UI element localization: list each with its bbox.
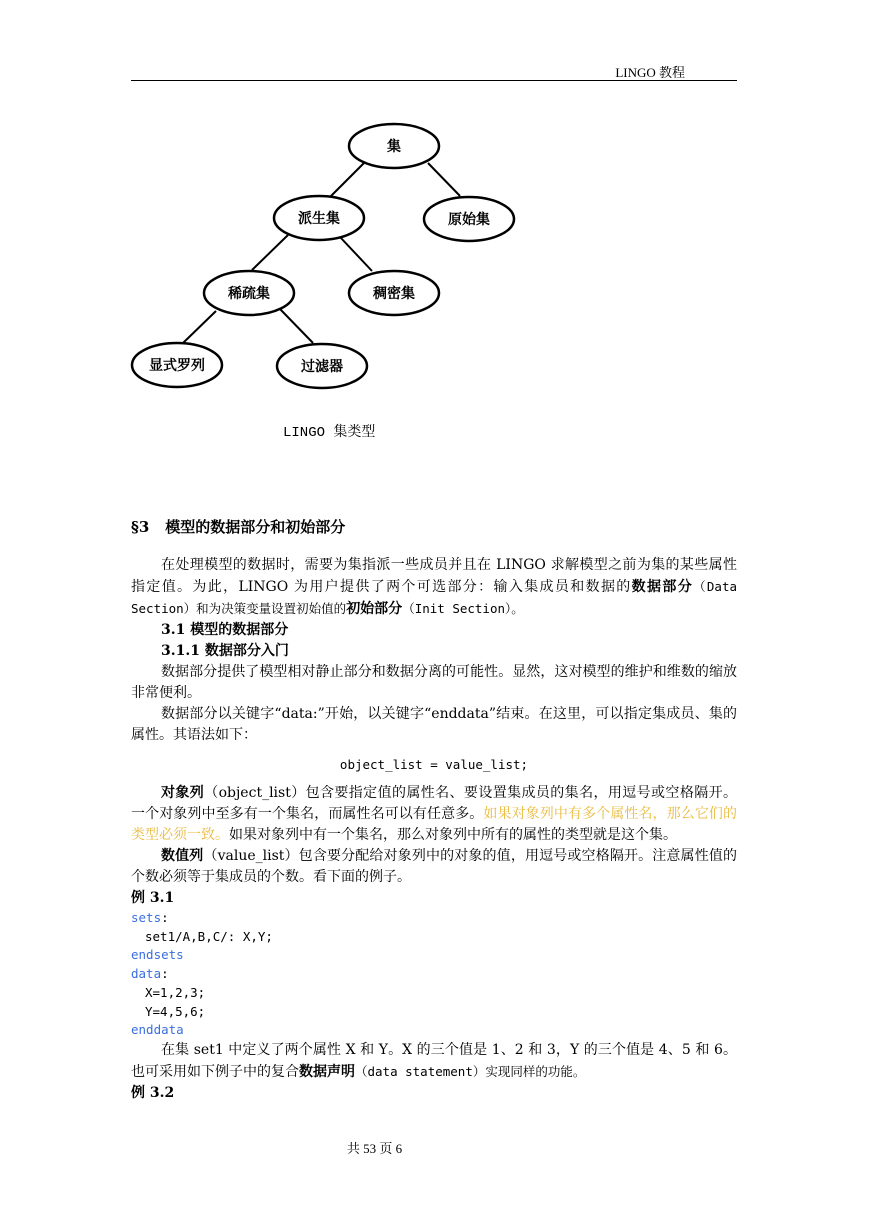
- node-primitive-label: 原始集: [448, 212, 490, 228]
- code-line-set1: set1/A,B,C/: X,Y;: [145, 928, 273, 944]
- code-line-sets: sets:: [131, 910, 169, 925]
- edge-sparse-filter: [280, 309, 313, 343]
- highlighted-text: 如果对象列中有多个属性名，那么它们的类型必须一致。: [131, 806, 738, 843]
- node-derived-label: 派生集: [298, 211, 340, 227]
- edge-sparse-explicit: [183, 311, 216, 343]
- edge-root-primitive: [428, 163, 460, 196]
- node-explicit-label: 显式罗列: [149, 358, 205, 374]
- node-filter-label: 过滤器: [301, 359, 343, 375]
- edge-derived-dense: [340, 237, 372, 271]
- body-text: [131, 555, 737, 1104]
- code-example-3-1: [131, 909, 737, 1040]
- subsection-3-1: 3.1 模型的数据部分: [161, 622, 289, 638]
- paragraph-data-keyword: 数据部分以关键字“data:”开始，以关键字“enddata”结束。在这里，可以指定集成员、集的属性。其语法如下：: [131, 706, 737, 743]
- subsection-3-1-1: 3.1.1 数据部分入门: [161, 643, 289, 659]
- node-dense-label: 稠密集: [373, 286, 415, 302]
- code-line-y: Y=4,5,6;: [145, 1003, 206, 1019]
- paragraph-object-list: 对象列（object_list）包含要指定值的属性名、要设置集成员的集名，用逗号或空格隔开。一个对象列中至多有一个集名，而属性名可以有任意多。如果对象列中有多个属性名，那么它们的类型必须一致。如果对象列中有一个集名，那么对象列中所有的属性的类型就是这个集。: [131, 785, 738, 843]
- edge-derived-sparse: [252, 235, 288, 270]
- section-number: §3: [131, 518, 150, 536]
- node-sparse-label: 稀疏集: [228, 286, 270, 302]
- syntax-line: object_list = value_list;: [339, 757, 529, 772]
- code-line-endsets: endsets: [131, 947, 184, 963]
- code-line-x: X=1,2,3;: [145, 984, 206, 1000]
- node-root-label: 集: [387, 139, 401, 155]
- example-3-1-label: 例 3.1: [131, 890, 175, 906]
- section-heading: [131, 516, 345, 537]
- page-number: 共 53 页 6: [346, 1141, 403, 1156]
- edge-root-derived: [330, 160, 367, 197]
- code-line-enddata: enddata: [131, 1022, 184, 1038]
- example-3-2-label: 例 3.2: [131, 1084, 175, 1101]
- paragraph-value-list: 数值列（value_list）包含要分配给对象列中的对象的值，用逗号或空格隔开。注意属性值的个数必须等于集成员的个数。看下面的例子。: [131, 848, 737, 885]
- diagram-caption: LINGO 集类型: [283, 425, 376, 441]
- paragraph-data-intro: 数据部分提供了模型相对静止部分和数据分离的可能性。显然，这对模型的维护和维数的缩放非常便利。: [131, 664, 737, 701]
- paragraph-intro: 在处理模型的数据时，需要为集指派一些成员并且在 LINGO 求解模型之前为集的某些属性指定值。为此，LINGO 为用户提供了两个可选部分：输入集成员和数据的数据部分（Data Section）和为决策变量设置初始值的初始部分（Init Section）。: [131, 557, 738, 617]
- section-title-text: 模型的数据部分和初始部分: [165, 518, 346, 536]
- header-title: LINGO 教程: [615, 65, 685, 80]
- set-type-tree-diagram: [0, 0, 869, 440]
- code-line-data: data:: [131, 966, 169, 982]
- page-footer: [0, 1138, 869, 1157]
- paragraph-example-explanation: 在集 set1 中定义了两个属性 X 和 Y。X 的三个值是 1、2 和 3，Y 的三个值是 4、5 和 6。也可采用如下例子中的复合数据声明（data statement）实现同样的功能。: [131, 1041, 737, 1080]
